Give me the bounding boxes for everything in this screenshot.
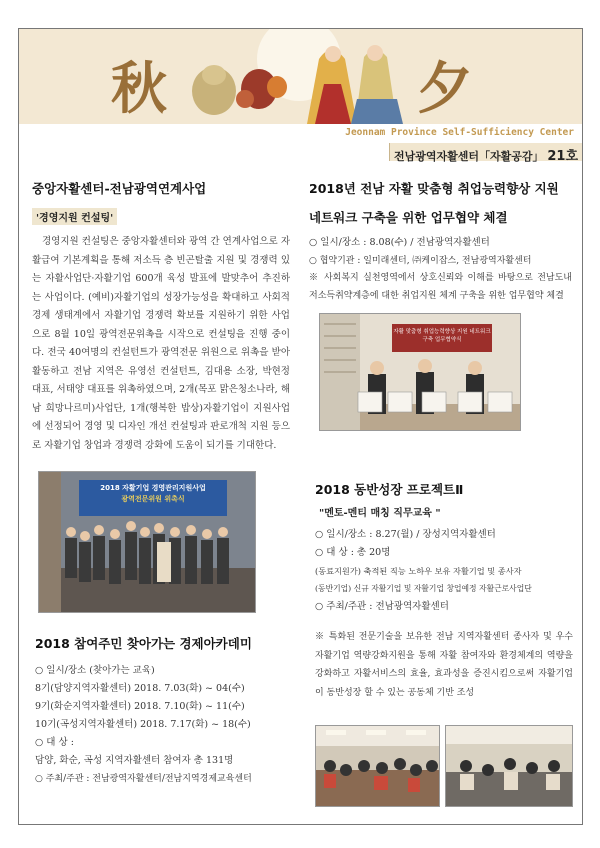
left-photo-banner-line2: 광역전문위원 위촉식 (121, 495, 185, 503)
academy-line: 9기(화순지역자활센터) 2018. 7.10(화) ~ 11(수) (35, 701, 245, 712)
academy-line: 담양, 화순, 곡성 지역자활센터 참여자 총 131명 (35, 755, 234, 766)
academy-line: ○ 주최/주관 : 전남광역자활센터/전남지역경제교육센터 (35, 774, 252, 784)
project-line: (동반기업) 신규 자활기업 및 자활기업 창업예정 자활근로사업단 (315, 584, 532, 593)
newsletter-page (18, 28, 583, 825)
section2-title: 2018 참여주민 찾아가는 경제아카데미 (35, 636, 252, 651)
workshop-photo-1 (315, 725, 440, 807)
left-photo-banner (79, 483, 227, 505)
left-photo (38, 471, 256, 613)
project-note: ※ 특화된 전문기술을 보유한 전남 지역자활센터 종사자 및 우수 자활기업 역량강화지원을 통해 자활 참여자와 환경체계의 역량을 강화하고 자활서비스의 효율, 효과성을 증진시킴으로써 자활기업이 동반성장 할 수 있는 공동체 기반 조성 (315, 632, 573, 698)
left-section2 (35, 634, 295, 788)
right-section2 (315, 480, 573, 702)
academy-line: ○ 대 상 : (35, 737, 74, 748)
left-photo-banner-line1: 2018 자활기업 경영관리지원사업 (100, 484, 206, 492)
section1-body: 경영지원 컨설팅은 중앙자활센터와 광역 간 연계사업으로 자활급여 기본계획을 통해 저소득 층 빈곤탈출 지원 및 경쟁력 있는 자활사업단·자활기업 600개 육성 발표에 발맞추어 추진하는 사업이다. (예비)자활기업의 성장가능성을 확대하고 사회적경제 생태계에서 자활기업 경쟁력 확보를 지원하기 위한 사업으로 8월 10일 광역전문위촉을 시작으로 컨설팅을 진행 중이다. 전국 40여명의 컨설턴트가 광역전문 위원으로 위촉을 받아 활동하고 전남 지역은 유영선 컨설턴트, 김대용 소장, 박현정 대표, 서태양 대표를 위촉하였으며, 2개(목포 맑은청소나라, 해남 희망나르미)사업단, 1개(행복한 밥상)자활기업이 지원사업에 선정되어 경영 및 디자인 개선 컨설팅과 판로개척 지원 등으로 자활기업 창업과 경쟁력 강화에 도움이 되기를 기대한다. (32, 236, 290, 451)
right-column (309, 179, 572, 305)
header-banner (19, 29, 582, 124)
issue-name: 전남광역자활센터「자활공감」 (394, 150, 544, 163)
workshop-photo-2 (445, 725, 573, 807)
banner-char-autumn: 秋 (111, 56, 167, 122)
agreement-line: ○ 협약기관 : 일미래센터, ㈜케이잡스, 전남광역자활센터 (309, 256, 532, 266)
issue-number: 21호 (547, 149, 579, 164)
agreement-line: ○ 일시/장소 : 8.08(수) / 전남광역자활센터 (309, 237, 490, 248)
academy-line: 8기(담양지역자활센터) 2018. 7.03(화) ~ 04(수) (35, 683, 245, 694)
agreement-title-line2: 네트워크 구축을 위한 업무협약 체결 (309, 210, 508, 225)
banner-illustration (19, 29, 582, 124)
center-subtitle: Jeonnam Province Self-Sufficiency Center (345, 127, 574, 138)
agreement-photo (319, 313, 521, 431)
left-column (32, 179, 290, 455)
section1-tag: '경영지원 컨설팅' (32, 208, 117, 225)
agreement-photo-banner: 자활 맞춤형 취업능력향상 지원 네트워크 구축 업무협약식 (393, 329, 491, 343)
issue-label (394, 145, 578, 164)
academy-line: ○ 일시/장소 (찾아가는 교육) (35, 665, 155, 676)
banner-char-evening: 夕 (417, 56, 473, 122)
project-title: 2018 동반성장 프로젝트Ⅱ (315, 482, 464, 497)
agreement-title-line1: 2018년 전남 자활 맞춤형 취업능력향상 지원 (309, 181, 559, 196)
academy-line: 10기(곡성지역자활센터) 2018. 7.17(화) ~ 18(수) (35, 719, 251, 730)
project-line: ○ 일시/장소 : 8.27(월) / 장성지역자활센터 (315, 529, 496, 540)
project-line: ○ 대 상 : 총 20명 (315, 547, 391, 558)
agreement-note: ※ 사회복지 실천영역에서 상호신뢰와 이해를 바탕으로 전남도내 저소득취약계층에 대한 취업지원 체계 구축을 위한 업무협약 체결 (309, 273, 572, 301)
project-line: ○ 주최/주관 : 전남광역자활센터 (315, 601, 449, 612)
section1-title: 중앙자활센터-전남광역연계사업 (32, 181, 207, 196)
project-tag: "멘토-멘티 매칭 직무교육 " (319, 508, 441, 519)
project-line: (동료지원가) 축적된 직능 노하우 보유 자활기업 및 종사자 (315, 566, 522, 576)
